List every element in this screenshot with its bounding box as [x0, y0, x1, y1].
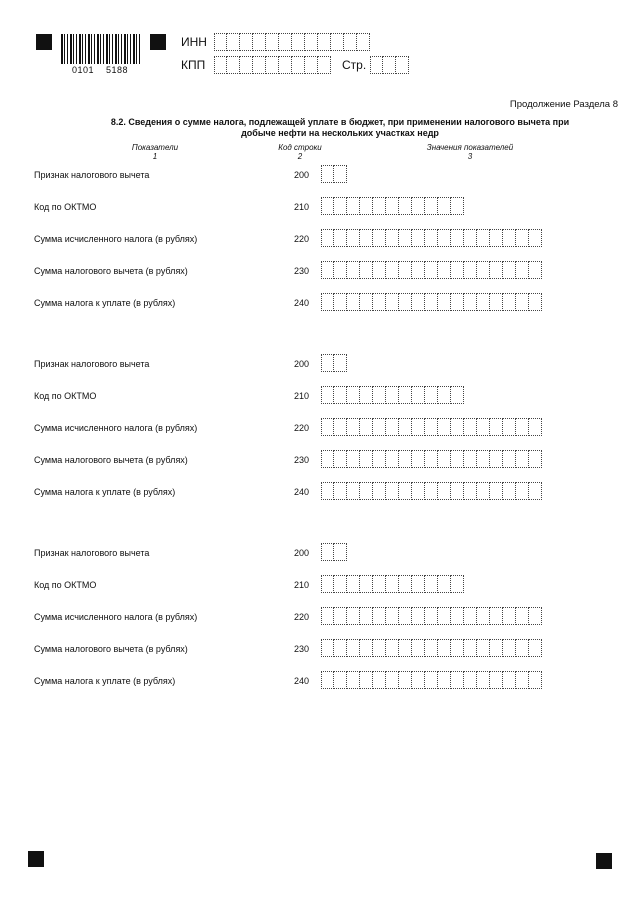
row-code: 200 — [294, 359, 310, 369]
row-label: Сумма налогового вычета (в рублях) — [34, 455, 188, 465]
row-code: 240 — [294, 487, 310, 497]
row-label: Сумма исчисленного налога (в рублях) — [34, 234, 198, 244]
tax-deduction-field[interactable] — [321, 450, 542, 468]
row-label: Сумма исчисленного налога (в рублях) — [34, 423, 198, 433]
row-label: Сумма налога к уплате (в рублях) — [34, 298, 176, 308]
page-label: Стр. — [342, 58, 367, 72]
corner-marker-bottom-left — [28, 851, 44, 867]
tax-payable-field[interactable] — [321, 671, 542, 689]
section-continuation: Продолжение Раздела 8 — [509, 99, 618, 110]
deduction-flag-field[interactable] — [321, 543, 347, 561]
inn-field[interactable] — [214, 33, 370, 51]
column-header-line-code: Код строки 2 — [278, 143, 322, 161]
row-code: 220 — [294, 612, 310, 622]
calculated-tax-field[interactable] — [321, 607, 542, 625]
section-title-line1: 8.2. Сведения о сумме налога, подлежащей уплате в бюджет, при применении налогового вычета при — [110, 117, 570, 127]
calculated-tax-field[interactable] — [321, 418, 542, 436]
inn-label: ИНН — [181, 35, 207, 49]
corner-marker-top-left — [36, 34, 52, 50]
row-code: 210 — [294, 391, 310, 401]
row-label: Код по ОКТМО — [34, 391, 97, 401]
tax-payable-field[interactable] — [321, 293, 542, 311]
column-header-values: Значения показателей 3 — [426, 143, 514, 161]
row-label: Сумма налога к уплате (в рублях) — [34, 676, 176, 686]
column-header-indicators: Показатели 1 — [131, 143, 179, 161]
corner-marker-top-right — [150, 34, 166, 50]
section-title-line2: добыче нефти на нескольких участках недр — [241, 128, 439, 138]
row-code: 220 — [294, 423, 310, 433]
deduction-flag-field[interactable] — [321, 165, 347, 183]
row-code: 220 — [294, 234, 310, 244]
row-code: 230 — [294, 644, 310, 654]
row-label: Признак налогового вычета — [34, 170, 150, 180]
row-code: 240 — [294, 298, 310, 308]
row-label: Код по ОКТМО — [34, 202, 97, 212]
tax-deduction-field[interactable] — [321, 639, 542, 657]
row-code: 240 — [294, 676, 310, 686]
corner-marker-bottom-right — [596, 853, 612, 869]
row-code: 210 — [294, 580, 310, 590]
page-number-field[interactable] — [370, 56, 409, 74]
calculated-tax-field[interactable] — [321, 229, 542, 247]
kpp-field[interactable] — [214, 56, 331, 74]
row-code: 210 — [294, 202, 310, 212]
row-label: Признак налогового вычета — [34, 548, 150, 558]
row-code: 230 — [294, 266, 310, 276]
row-code: 200 — [294, 548, 310, 558]
oktmo-field[interactable] — [321, 575, 464, 593]
tax-deduction-field[interactable] — [321, 261, 542, 279]
row-label: Сумма исчисленного налога (в рублях) — [34, 612, 198, 622]
row-code: 200 — [294, 170, 310, 180]
oktmo-field[interactable] — [321, 197, 464, 215]
barcode-number-right: 5188 — [106, 65, 129, 75]
barcode-number-left: 0101 — [72, 65, 95, 75]
section-title — [60, 117, 620, 139]
deduction-flag-field[interactable] — [321, 354, 347, 372]
row-label: Код по ОКТМО — [34, 580, 97, 590]
row-label: Сумма налогового вычета (в рублях) — [34, 644, 188, 654]
oktmo-field[interactable] — [321, 386, 464, 404]
tax-payable-field[interactable] — [321, 482, 542, 500]
row-label: Сумма налога к уплате (в рублях) — [34, 487, 176, 497]
row-code: 230 — [294, 455, 310, 465]
barcode — [61, 34, 141, 64]
row-label: Сумма налогового вычета (в рублях) — [34, 266, 188, 276]
row-label: Признак налогового вычета — [34, 359, 150, 369]
kpp-label: КПП — [181, 58, 206, 72]
